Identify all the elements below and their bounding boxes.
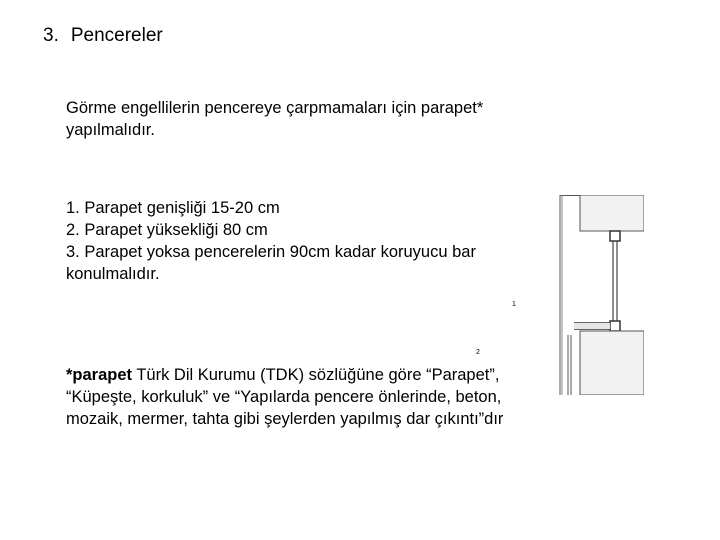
section-heading <box>43 24 163 48</box>
definition-text: Türk Dil Kurumu (TDK) sözlüğüne göre “Parapet”, “Küpeşte, korkuluk” ve “Yapılarda pencere önlerinde, beton, mozaik, mermer, tahta gibi şeylerden yapılmış dar çıkıntı”dır <box>66 366 504 428</box>
section-title: Pencereler <box>70 25 163 46</box>
sill-fill <box>574 323 610 329</box>
top-fixing <box>610 231 620 241</box>
definition-paragraph <box>66 364 506 430</box>
definition-term: *parapet <box>66 366 133 384</box>
list-item: 1. Parapet genişliği 15-20 cm <box>66 199 280 217</box>
marker-two: 2 <box>476 349 480 356</box>
list-item: 2. Parapet yüksekliği 80 cm <box>66 221 268 239</box>
section-number: 3. <box>43 25 59 46</box>
list-item: 3. Parapet yoksa pencerelerin 90cm kadar koruyucu bar konulmalıdır. <box>66 243 476 283</box>
marker-one: 1 <box>512 301 516 308</box>
requirements-list <box>66 197 486 285</box>
intro-paragraph: Görme engellilerin pencereye çarpmamaları için parapet* yapılmalıdır. <box>66 99 484 139</box>
bottom-fixing <box>610 321 620 331</box>
guard-bar <box>613 241 617 321</box>
upper-wall-block <box>580 195 644 231</box>
lower-wall-block <box>580 331 644 395</box>
lower-frame-lines <box>568 335 571 395</box>
parapet-section-drawing-icon <box>558 195 644 395</box>
